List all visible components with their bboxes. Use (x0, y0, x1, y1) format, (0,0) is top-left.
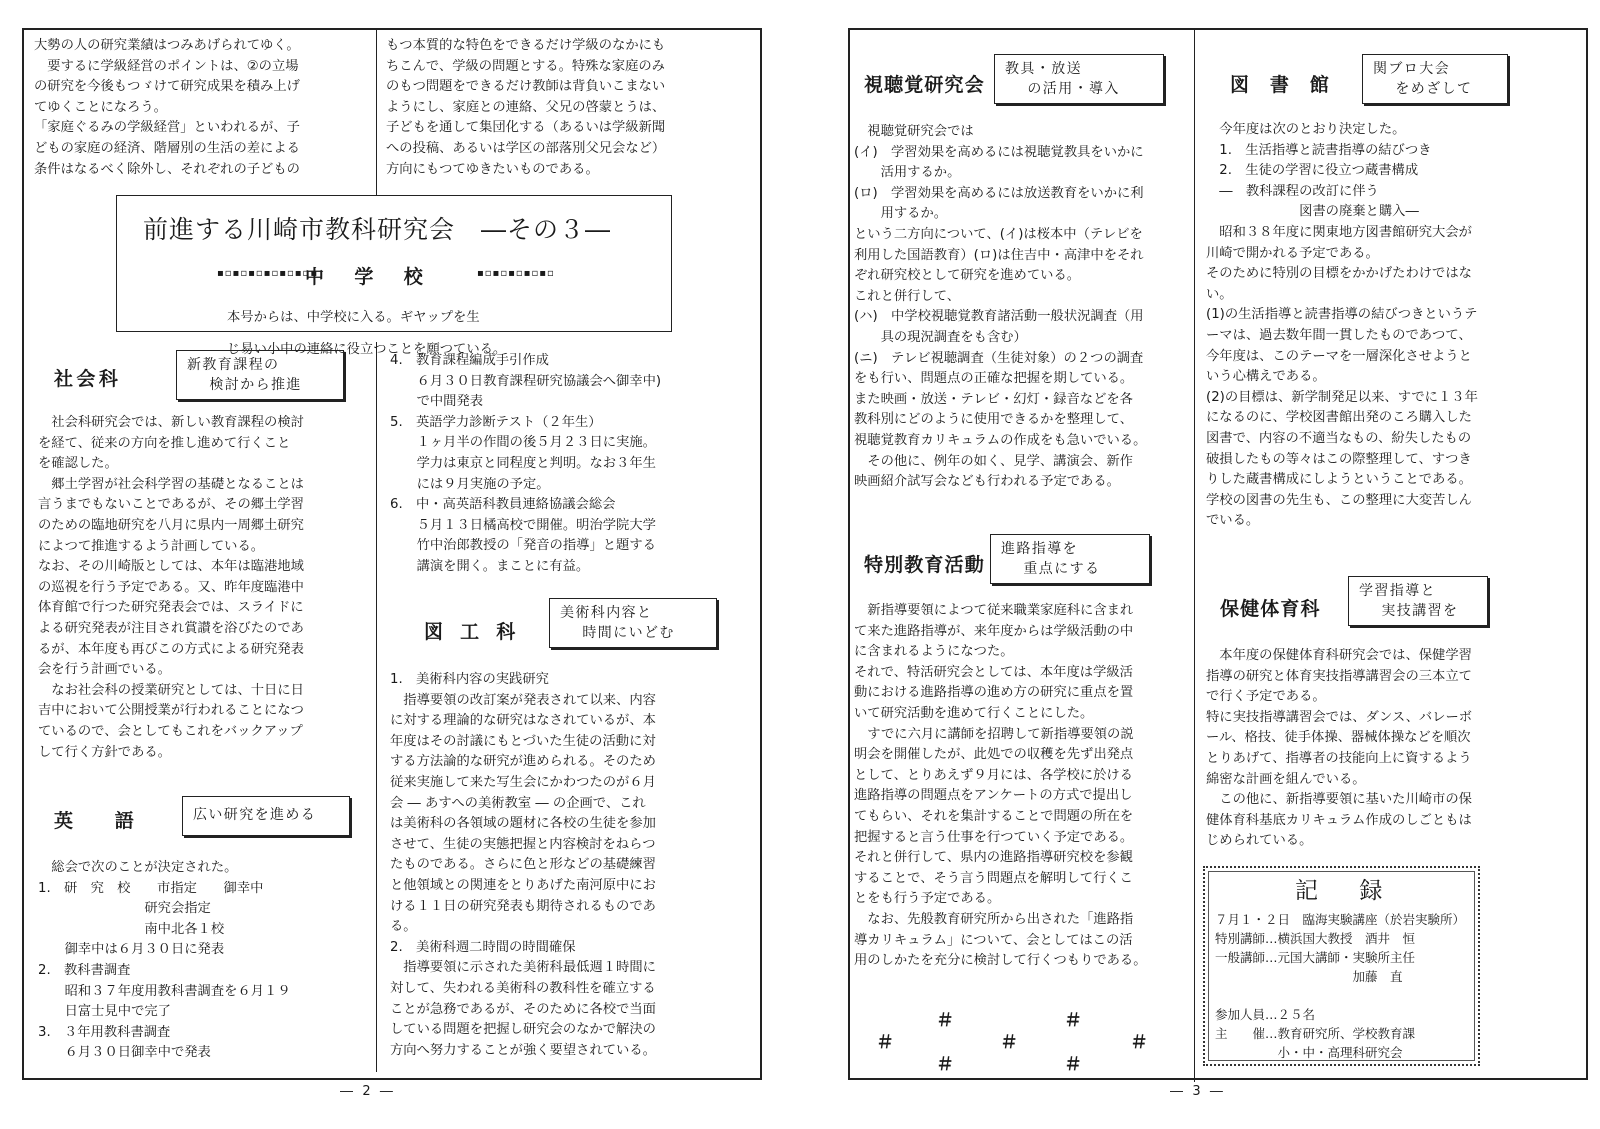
text-line: ７月１・２日 臨海実験講座（於岩実験所） (1215, 912, 1466, 927)
text-line: それで、特活研究会としては、本年度は学級活 (854, 664, 1133, 680)
text-line: 健体育科基底カリキュラム作成のしごともは (1206, 812, 1472, 828)
text-line: のもつ問題をできるだけ教師は背負いこまない (386, 79, 666, 95)
decorative-dots: ▪▫▪▫▪▫▪▫▪▫▪▫▪ (217, 268, 319, 279)
text-line: 要するに学級経営のポイントは、②の立場 (34, 58, 299, 74)
text-line: 言うまでもないことであるが、その郷土学習 (38, 497, 304, 513)
text-line: している問題を把握し研究会のなかで解決の (390, 1022, 656, 1038)
text-line: 今年度は、このテーマを一層深化させようと (1206, 348, 1472, 364)
text-line: させて、生徒の実態把握と内容検討をねらつ (390, 836, 656, 852)
text-line: (ニ) テレビ視聴調査（生徒対象）の２つの調査 (854, 350, 1144, 366)
text-line: 方向にもつてゆきたいものである。 (386, 161, 599, 177)
star-ornament: ＃ (1064, 1010, 1082, 1031)
text-line: 方向へ努力することが強く要望されている。 (390, 1042, 656, 1058)
text-line: として、とりあえず９月には、各学校に於ける (854, 767, 1133, 783)
text-line: るが、本年度も再びこの方式による研究発表 (38, 641, 304, 657)
social-studies-body (38, 413, 372, 763)
text-line: に対する理論的な研究はなされているが、本 (390, 713, 656, 729)
text-line: 教科別にどのように使用できるかを整理して、 (854, 412, 1133, 428)
text-line: 昭和３８年度に関東地方図書館研究大会が (1206, 224, 1472, 240)
text-line: (ハ) 中学校視聴覚教育諸活動一般状況調査（用 (854, 309, 1144, 325)
text-line: ける１１日の研究発表も期待されるものであ (390, 898, 656, 914)
subtitle-line: 広い研究を進める (193, 807, 317, 823)
text-line: 社会科研究会では、新しい教育課程の検討 (38, 415, 304, 430)
text-line: 6. 中・高英語科教員連絡協議会総会 (390, 497, 616, 513)
text-line: 会を行う計画でいる。 (38, 662, 171, 678)
text-line: てもらい、それを集計することで問題の所在を (854, 808, 1134, 824)
text-line: (ロ) 学習効果を高めるには放送教育をいかに利 (854, 185, 1144, 201)
page-2 (22, 28, 762, 1080)
text-line: 年度はその討議にもとづいた生徒の活動に対 (390, 733, 656, 749)
text-line: じめられている。 (1206, 833, 1313, 849)
text-line: 1. 美術科内容の実践研究 (390, 672, 549, 687)
text-line: たものである。さらに色と形などの基礎練習 (390, 857, 656, 873)
page-number: ― 2 ― (340, 1084, 396, 1099)
section-title-english: 英語 (54, 810, 176, 832)
text-line: 指導の研究と体育実技指導講習会の三本立て (1206, 668, 1472, 684)
text-line: 学校の図書の先生も、この整理に大変苦しん (1206, 492, 1472, 508)
text-line: 指導要領に示された美術科最低週１時間に (390, 960, 656, 976)
page-3 (848, 28, 1588, 1080)
text-line: 視聴覚教育カリキュラムの作成をも急いでいる。 (854, 432, 1147, 448)
record-box (1203, 866, 1480, 1066)
page-number: ― 3 ― (1170, 1084, 1226, 1099)
text-line: て来た進路指導が、来年度からは学級活動の中 (854, 623, 1134, 639)
art-body (390, 670, 756, 1061)
text-line: 研究会指定 (38, 901, 211, 917)
column-divider (1194, 30, 1195, 1082)
text-line: のための臨地研究を八月に県内一周郷土研究 (38, 517, 304, 533)
text-line: りした蔵書構成にしようということである。 (1206, 472, 1472, 488)
text-line: 5. 英語学力診断テスト（２年生） (390, 414, 602, 430)
text-line: よる研究発表が注目され賞讃を浴びたのであ (38, 620, 304, 636)
library-body (1206, 120, 1586, 532)
series-banner (116, 195, 672, 357)
text-line: 2. 美術科週二時間の時間確保 (390, 939, 576, 955)
text-line: 3. ３年用教科書調査 (38, 1024, 171, 1040)
subtitle-line: 進路指導を (1001, 541, 1078, 557)
text-line: 本年度の保健体育科研究会では、保健学習 (1206, 648, 1472, 663)
text-line: 新指導要領によつて従来職業家庭科に含まれ (854, 603, 1134, 618)
text-line: 具の現況調査をも含む） (854, 329, 1027, 345)
text-line: 会 ― あすへの美術教室 ― の企画で、これ (390, 795, 646, 811)
text-line: 従来実施して来た写生会にかわつたのが６月 (390, 774, 656, 790)
text-line: ーマは、過去数年間一貫したものであつて、 (1206, 327, 1472, 343)
section-title-art: 図工科 (424, 621, 533, 643)
text-line: 特に実技指導講習会では、ダンス、バレーボ (1206, 709, 1473, 725)
text-line: には９月実施の予定。 (390, 476, 550, 492)
text-line: すでに六月に講師を招聘して新指導要領の説 (854, 726, 1134, 742)
text-line: 導カリキュラム」について、会としてはこの活 (854, 932, 1133, 948)
text-line: して行く方針である。 (38, 744, 171, 760)
star-ornament: ＃ (1130, 1032, 1148, 1053)
text-line: になるのに、学校図書館出発のころ購入した (1206, 410, 1472, 426)
text-line: それと併行して、県内の進路指導研究校を参観 (854, 850, 1133, 866)
text-line: また映画・放送・テレビ・幻灯・録音などを各 (854, 391, 1133, 407)
text-line: 川崎で開かれる予定である。 (1206, 245, 1379, 261)
top-right-column (386, 36, 756, 180)
text-line: 「家庭ぐるみの学級経営」といわれるが、子 (34, 120, 300, 136)
section-title-av: 視聴覚研究会 (864, 74, 985, 96)
av-body (854, 122, 1192, 493)
top-left-column (34, 36, 370, 180)
text-line: (1)の生活指導と読書指導の結びつきというテ (1206, 307, 1478, 323)
column-divider (376, 30, 377, 195)
text-line: することで、そう言う問題点を解明して行くこ (854, 870, 1133, 886)
text-line: なお社会科の授業研究としては、十日に日 (38, 682, 304, 698)
text-line: で中間発表 (390, 394, 484, 410)
text-line: をも行い、問題点の正確な把握を期している。 (854, 371, 1134, 387)
text-line: もつ本質的な特色をできるだけ学級のなかにも (386, 38, 666, 53)
text-line: とをも行う予定である。 (854, 891, 1001, 907)
section-subtitle-box (549, 598, 717, 648)
special-activities-body (854, 601, 1192, 972)
text-line: 把握すると言う仕事を行つていく予定である。 (854, 829, 1134, 845)
star-ornament: ＃ (1000, 1032, 1018, 1053)
text-line: どもの家庭の経済、階層別の生活の差による (34, 140, 300, 156)
english-body (38, 858, 372, 1064)
text-line: 体育館で行つた研究発表会では、スライドに (38, 600, 304, 616)
text-line: 明会を開催したが、此処での収穫を先ず出発点 (854, 747, 1134, 763)
text-line: じ易い小中の連絡に役立つことを願つている。 (227, 341, 507, 357)
english-continued (390, 351, 756, 578)
text-line: 子どもを通して集団化する（あるいは学級新聞 (386, 120, 666, 136)
text-line: ちこんで、学級の問題とする。特殊な家庭のみ (386, 58, 665, 74)
text-line: 用のしかたを充分に検討して行くつもりである。 (854, 953, 1147, 969)
section-title-social: 社会科 (54, 368, 122, 390)
text-line: と他領域との関連をとりあげた南河原中にお (390, 877, 656, 893)
section-title-special: 特別教育活動 (864, 554, 985, 576)
subtitle-line: 時間にいどむ (582, 625, 675, 641)
text-line: によつて推進するよう計画している。 (38, 538, 265, 554)
text-line: これと併行して、 (854, 288, 961, 304)
text-line: ール、格技、徒手体操、器械体操などを順次 (1206, 730, 1471, 746)
text-line: 図書の廃棄と購入― (1206, 204, 1419, 220)
text-line: 用するか。 (854, 206, 948, 222)
text-line: (イ) 学習効果を高めるには視聴覚教具をいかに (854, 144, 1144, 160)
text-line: 視聴覚研究会では (854, 124, 974, 139)
text-line: いて研究活動を進めて行くことにした。 (854, 705, 1094, 721)
record-title: 記録 (1295, 878, 1424, 904)
subtitle-line: 実技講習を (1381, 603, 1459, 619)
text-line: ５月１３日橘高校で開催。明治学院大学 (390, 517, 656, 533)
subtitle-line: 重点にする (1023, 561, 1101, 577)
text-line: る。 (390, 919, 417, 935)
subtitle-line: 検討から推進 (209, 377, 302, 393)
text-line: 大勢の人の研究業績はつみあげられてゆく。 (34, 38, 300, 53)
subtitle-line: 関ブロ大会 (1373, 61, 1450, 77)
text-line: 破損したもの等々はこの際整理して、すつき (1206, 451, 1472, 467)
text-line: なお、先般教育研究所から出された「進路指 (854, 911, 1134, 927)
text-line: 進路指導の問題点をアンケートの方式で提出し (854, 788, 1133, 804)
star-ornament: ＃ (936, 1054, 954, 1075)
subtitle-line: をめざして (1395, 81, 1473, 97)
text-line: 参加人員…２５名 (1215, 1007, 1316, 1022)
banner-title: 前進する川崎市教科研究会 ―その３― (143, 215, 612, 244)
subtitle-line: 教具・放送 (1005, 61, 1082, 77)
text-line: 指導要領の改訂案が発表されて以来、内容 (390, 692, 656, 708)
text-line: を経て、従来の方向を推し進めて行くこと (38, 435, 291, 451)
text-line: 御幸中は６月３０日に発表 (38, 942, 225, 958)
text-line: い。 (1206, 286, 1233, 302)
text-line: 利用した国語教育）(ロ)は住吉中・高津中をそれ (854, 247, 1144, 263)
decorative-dots: ▪▫▪▫▪▫▪▫▪▫ (477, 268, 555, 279)
star-ornament: ＃ (936, 1010, 954, 1031)
text-line: への投稿、あるいは学区の部落別父兄会など） (386, 140, 666, 156)
subtitle-line: の活用・導入 (1027, 81, 1120, 97)
subtitle-line: 学習指導と (1359, 583, 1436, 599)
section-title-library: 図書館 (1230, 74, 1350, 96)
text-line: 加藤 直 (1215, 969, 1403, 984)
section-subtitle-box (182, 796, 350, 836)
section-subtitle-box (1348, 576, 1488, 626)
section-subtitle-box (1362, 54, 1508, 104)
subtitle-line: 美術科内容と (560, 605, 653, 621)
text-line: 1. 研 究 校 市指定 御幸中 (38, 880, 264, 896)
text-line: 1. 生活指導と読書指導の結びつき (1206, 142, 1432, 158)
health-pe-body (1206, 646, 1586, 852)
text-line: 本号からは、中学校に入る。ギヤップを生 (227, 310, 480, 326)
text-line: 綿密な計画を組んでいる。 (1206, 771, 1366, 787)
star-ornament: ＃ (876, 1032, 894, 1053)
text-line: ようにし、家庭との連絡、父兄の啓蒙とうは、 (386, 99, 666, 115)
text-line: この他に、新指導要領に基いた川崎市の保 (1206, 792, 1472, 808)
text-line: 日富士見中で完了 (38, 1004, 171, 1020)
text-line (1215, 986, 1473, 1005)
text-line: 講演を開く。まことに有益。 (390, 558, 590, 574)
text-line: 南中北各１校 (38, 921, 225, 937)
star-ornament: ＃ (1064, 1054, 1082, 1075)
text-line: 小・中・高理科研究会 (1215, 1045, 1403, 1060)
text-line: 竹中治郎教授の「発音の指導」と題する (390, 538, 656, 554)
text-line: 動における進路指導の進め方の研究に重点を置 (854, 685, 1134, 701)
column-divider (376, 342, 377, 1072)
text-line: 吉中において公開授業が行われることになつ (38, 703, 304, 719)
text-line: ― 教科課程の改訂に伴う (1206, 183, 1379, 199)
text-line: は美術科の各領域の題材に各校の生徒を参加 (390, 816, 656, 832)
text-line: の研究を今後もつゞけて研究成果を積み上げ (34, 79, 300, 95)
subtitle-line: 新教育課程の (187, 357, 280, 373)
text-line: の巡視を行う予定である。又、昨年度臨港中 (38, 579, 304, 595)
banner-subtitle: 中学校 (305, 266, 454, 288)
text-line: てゆくことになろう。 (34, 99, 167, 115)
text-line: １ヶ月半の作間の後５月２３日に実施。 (390, 435, 656, 451)
text-line: 郷土学習が社会科学習の基礎となることは (38, 476, 304, 492)
text-line: 活用するか。 (854, 165, 961, 181)
text-line: とりあげて、指導者の技能向上に資するよう (1206, 750, 1472, 766)
text-line: に含まれるようになつた。 (854, 644, 1014, 660)
text-line: という二方向について、(イ)は桜本中（テレビを (854, 226, 1143, 242)
text-line: 2. 教科書調査 (38, 962, 131, 978)
text-line: 学力は東京と同程度と判明。なお３年生 (390, 455, 656, 471)
text-line: そのために特別の目標をかかげたわけではな (1206, 266, 1472, 282)
text-line: ぞれ研究校として研究を進めている。 (854, 268, 1081, 284)
text-line: を確認した。 (38, 456, 118, 472)
section-title-health: 保健体育科 (1220, 598, 1321, 620)
text-line: (2)の目標は、新学制発足以来、すでに１３年 (1206, 389, 1478, 405)
text-line: 昭和３７年度用教科書調査を６月１９ (38, 983, 291, 999)
text-line: その他に、例年の如く、見学、講演会、新作 (854, 453, 1133, 469)
text-line: で行く予定である。 (1206, 689, 1326, 705)
text-line: 図書で、内容の不適当なもの、紛失したもの (1206, 430, 1472, 446)
record-lines (1215, 910, 1473, 1062)
text-line: なお、その川崎版としては、本年は臨港地域 (38, 559, 304, 575)
text-line: 総会で次のことが決定された。 (38, 860, 238, 875)
text-line: 特別講師…横浜国大教授 酒井 恒 (1215, 931, 1416, 946)
text-line: ているので、会としてもこれをバックアップ (38, 723, 303, 739)
text-line: ６月３０日御幸中で発表 (38, 1045, 211, 1061)
text-line: 今年度は次のとおり決定した。 (1206, 122, 1406, 137)
text-line: 2. 生徒の学習に役立つ蔵書構成 (1206, 163, 1419, 179)
section-subtitle-box (176, 350, 344, 400)
section-subtitle-box (990, 534, 1150, 584)
text-line: ことが急務であるが、そのために各校で当面 (390, 1001, 656, 1017)
text-line: 対して、失われる美術科の教科性を確立する (390, 980, 656, 996)
text-line: 条件はなるべく除外し、それぞれの子どもの (34, 161, 300, 177)
text-line: ６月３０日教育課程研究協議会へ御幸中) (390, 373, 662, 389)
text-line: 主 催…教育研究所、学校教育課 (1215, 1026, 1416, 1041)
section-subtitle-box (994, 54, 1164, 104)
text-line: 4. 教育課程編成手引作成 (390, 353, 549, 368)
text-line: でいる。 (1206, 513, 1260, 529)
text-line: 一般講師…元国大講師・実験所主任 (1215, 950, 1416, 965)
text-line: いう心構えである。 (1206, 369, 1326, 385)
text-line: する方法論的な研究が進められる。そのため (390, 754, 656, 770)
text-line: 映画紹介試写会なども行われる予定である。 (854, 474, 1120, 490)
